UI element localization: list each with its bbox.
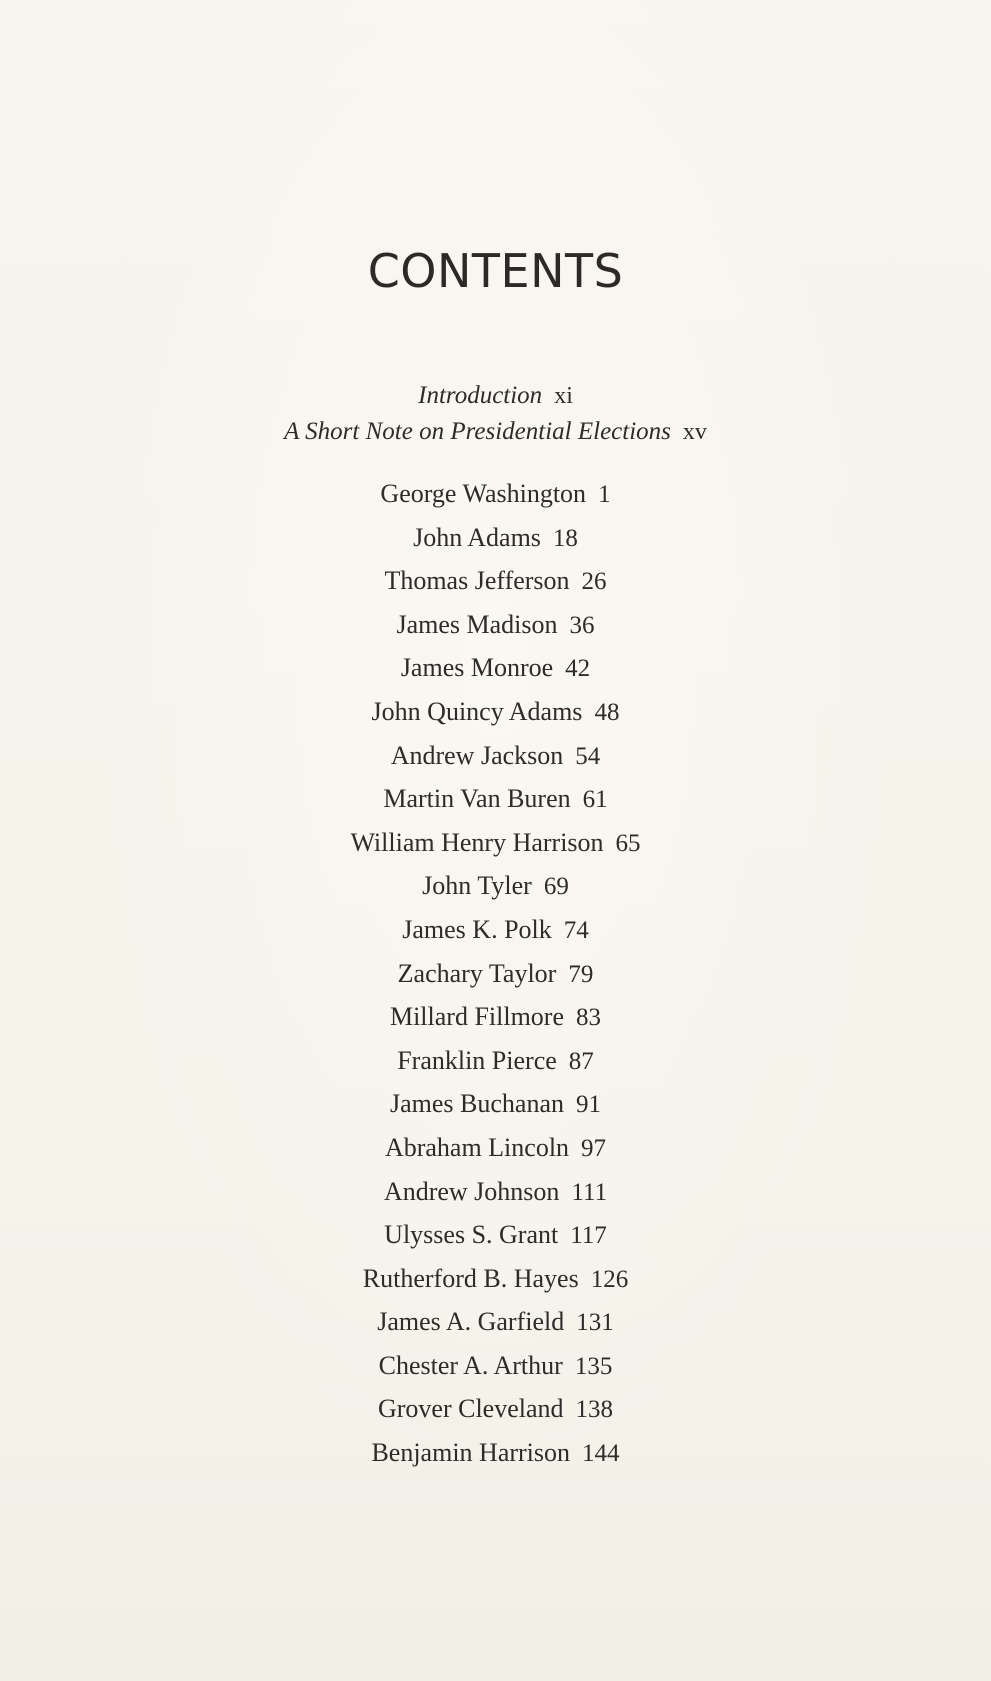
entry-page-number: 144 xyxy=(582,1440,620,1468)
entry-page-number: 36 xyxy=(569,611,595,639)
entry-page-number: 117 xyxy=(570,1222,607,1250)
entry-label: Introduction xyxy=(418,382,543,409)
entry-label: James A. Garfield xyxy=(377,1307,565,1337)
contents-entry xyxy=(0,1344,991,1388)
entry-label: John Adams xyxy=(413,522,541,552)
contents-entry xyxy=(0,821,991,865)
entry-label: James Madison xyxy=(396,609,558,639)
entry-label: Abraham Lincoln xyxy=(384,1132,570,1162)
contents-entry xyxy=(0,603,991,647)
entry-label: Millard Fillmore xyxy=(389,1002,565,1032)
contents-entry xyxy=(0,908,991,952)
entry-label: Rutherford B. Hayes xyxy=(362,1263,579,1293)
front-matter-list xyxy=(0,378,991,450)
page-title: CONTENTS xyxy=(367,244,624,298)
contents-list xyxy=(0,472,991,1475)
entry-page-number: 135 xyxy=(574,1352,613,1380)
entry-label: Franklin Pierce xyxy=(397,1045,557,1075)
entry-label: Andrew Jackson xyxy=(390,740,564,770)
contents-entry xyxy=(0,1126,991,1170)
contents-entry xyxy=(0,1431,991,1475)
entry-label: William Henry Harrison xyxy=(350,827,604,857)
entry-page-number: 91 xyxy=(576,1091,601,1119)
contents-entry xyxy=(0,777,991,821)
entry-page-number: 1 xyxy=(598,481,611,508)
entry-page-number: 97 xyxy=(581,1134,607,1162)
entry-page-number: 26 xyxy=(581,568,607,596)
entry-page-number: 18 xyxy=(552,524,578,552)
entry-page-number: 42 xyxy=(565,655,591,683)
entry-label: Benjamin Harrison xyxy=(371,1438,571,1468)
entry-page-number: 138 xyxy=(575,1396,614,1424)
entry-label: Martin Van Buren xyxy=(383,784,571,814)
entry-label: Chester A. Arthur xyxy=(378,1350,563,1380)
entry-page-number: 79 xyxy=(568,960,594,988)
entry-page-number: 69 xyxy=(543,873,569,901)
front-matter-item xyxy=(0,378,991,414)
contents-entry xyxy=(0,646,991,690)
contents-entry xyxy=(0,1170,991,1214)
entry-label: James Monroe xyxy=(400,653,554,683)
contents-entry xyxy=(0,1257,991,1301)
entry-label: George Washington xyxy=(380,479,587,508)
entry-label: A Short Note on Presidential Elections xyxy=(284,418,671,445)
front-matter-item xyxy=(0,414,991,450)
entry-label: Ulysses S. Grant xyxy=(384,1220,559,1250)
entry-page-number: 126 xyxy=(590,1265,629,1293)
entry-page-number: 83 xyxy=(576,1004,602,1032)
contents-entry xyxy=(0,472,991,516)
entry-page-number: 111 xyxy=(571,1178,608,1206)
contents-entry xyxy=(0,1082,991,1126)
contents-entry xyxy=(0,1387,991,1431)
contents-entry xyxy=(0,952,991,996)
contents-entry xyxy=(0,516,991,560)
contents-entry xyxy=(0,1213,991,1257)
entry-page-number: 54 xyxy=(575,742,601,770)
entry-page-number: 131 xyxy=(576,1309,614,1337)
entry-page-number: 48 xyxy=(594,698,620,726)
entry-label: Andrew Johnson xyxy=(383,1176,560,1206)
entry-page-number: xi xyxy=(554,383,573,409)
contents-entry xyxy=(0,1300,991,1344)
entry-page-number: 87 xyxy=(568,1047,594,1075)
entry-label: John Tyler xyxy=(422,871,532,901)
entry-page-number: xv xyxy=(682,419,707,445)
contents-entry xyxy=(0,1039,991,1083)
entry-label: James K. Polk xyxy=(402,914,552,944)
contents-entry xyxy=(0,690,991,734)
contents-entry xyxy=(0,864,991,908)
entry-page-number: 74 xyxy=(563,916,589,944)
entry-label: John Quincy Adams xyxy=(371,696,583,726)
contents-entry xyxy=(0,559,991,603)
contents-entry xyxy=(0,995,991,1039)
entry-label: Zachary Taylor xyxy=(397,958,557,988)
entry-page-number: 65 xyxy=(615,829,641,857)
entry-page-number: 61 xyxy=(582,786,608,814)
entry-label: Grover Cleveland xyxy=(377,1394,564,1424)
contents-entry xyxy=(0,734,991,778)
entry-label: Thomas Jefferson xyxy=(384,566,570,596)
entry-label: James Buchanan xyxy=(389,1089,564,1119)
